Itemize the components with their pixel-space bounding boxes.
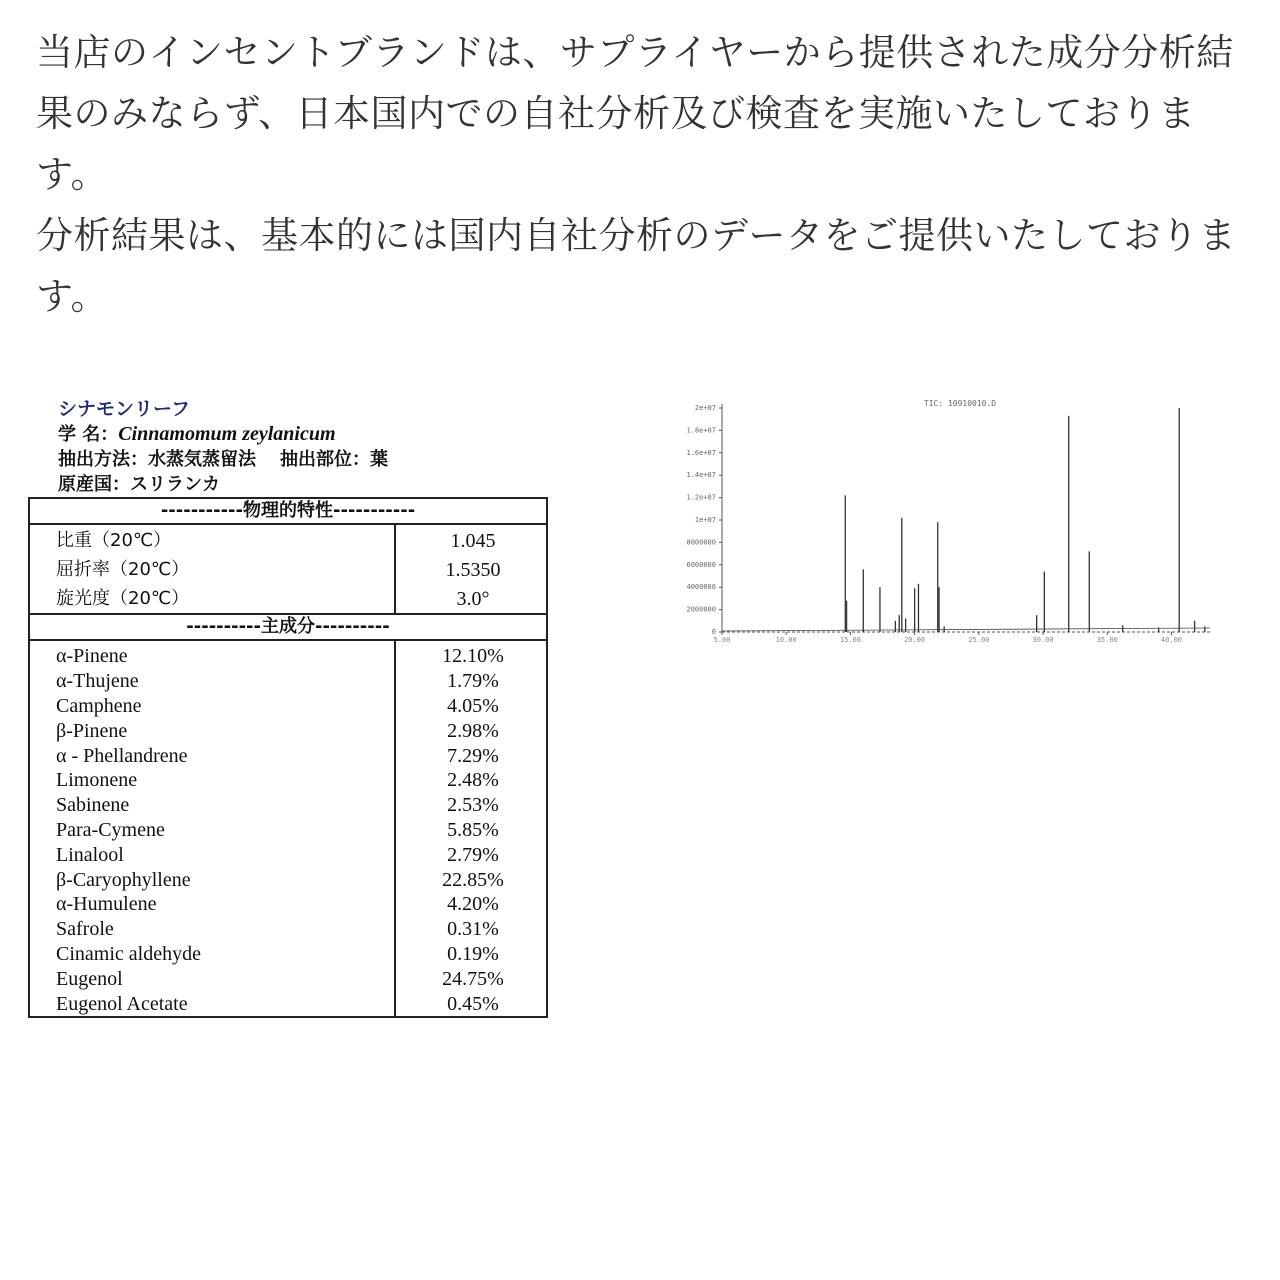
component-value: 0.19%: [447, 942, 499, 965]
component-value: 2.48%: [447, 769, 499, 792]
component-value: 22.85%: [442, 868, 504, 891]
component-row: [29, 719, 547, 744]
component-value: 0.31%: [447, 918, 499, 941]
physical-property-row: [29, 585, 547, 615]
part-value: 葉: [370, 449, 388, 470]
physical-property-row: [29, 524, 547, 556]
component-value: 2.98%: [447, 719, 499, 742]
component-name: Eugenol Acetate: [29, 992, 395, 1018]
physical-property-name: 比重（20℃）: [29, 524, 395, 556]
x-tick-label: 35.00: [1096, 636, 1118, 644]
y-tick-label: 8000000: [686, 538, 716, 547]
component-value: 5.85%: [447, 818, 499, 841]
component-name: β-Caryophyllene: [29, 868, 395, 893]
method-value: 水蒸気蒸留法: [148, 449, 256, 470]
physical-property-name: 屈折率（20℃）: [29, 556, 395, 585]
physical-properties-header: -----------物理的特性-----------: [29, 498, 547, 524]
component-value: 0.45%: [447, 992, 499, 1015]
component-row: [29, 992, 547, 1018]
x-tick-label: 30.00: [1032, 636, 1054, 644]
component-row: [29, 843, 547, 868]
y-tick-label: 0: [711, 628, 716, 636]
y-tick-label: 4000000: [686, 583, 716, 592]
x-tick-label: 25.00: [968, 636, 990, 644]
physical-property-value: 3.0°: [456, 587, 490, 610]
component-name: Camphene: [29, 694, 395, 719]
component-row: [29, 694, 547, 719]
component-name: Cinamic aldehyde: [29, 942, 395, 967]
y-tick-label: 1e+07: [694, 516, 716, 524]
y-tick-label: 2000000: [686, 605, 716, 614]
component-row: [29, 917, 547, 942]
extraction-line: [58, 447, 548, 472]
component-row: [29, 744, 547, 769]
scientific-name-value: Cinnamomum zeylanicum: [118, 423, 336, 445]
origin-label: 原産国：: [58, 474, 130, 495]
component-name: α - Phellandrene: [29, 744, 395, 769]
properties-table: [28, 497, 548, 1018]
components-header: ----------主成分----------: [29, 614, 547, 640]
component-name: Para-Cymene: [29, 818, 395, 843]
x-tick-label: 15.00: [839, 636, 861, 644]
intro-text: [36, 22, 1256, 327]
component-row: [29, 793, 547, 818]
physical-property-row: [29, 556, 547, 585]
component-value: 1.79%: [447, 670, 499, 693]
origin-value: スリランカ: [130, 474, 220, 495]
x-tick-label: 5.00: [713, 636, 731, 644]
component-name: α-Thujene: [29, 669, 395, 694]
intro-paragraph-1: 当店のインセントブランドは、サプライヤーから提供された成分分析結果のみならず、日本国内での自社分析及び検査を実施いたしております。: [36, 31, 1234, 196]
component-value: 2.79%: [447, 843, 499, 866]
method-label: 抽出方法：: [58, 449, 148, 470]
scientific-name-line: [58, 422, 548, 447]
component-value: 2.53%: [447, 794, 499, 817]
physical-property-name: 旋光度（20℃）: [29, 585, 395, 615]
component-value: 4.05%: [447, 694, 499, 717]
component-row: [29, 942, 547, 967]
component-row: [29, 892, 547, 917]
component-row: [29, 868, 547, 893]
component-name: Limonene: [29, 768, 395, 793]
component-row: [29, 768, 547, 793]
component-value: 12.10%: [442, 645, 504, 668]
component-name: α-Humulene: [29, 892, 395, 917]
chart-title: TIC: 10910010.D: [923, 399, 997, 408]
component-value: 4.20%: [447, 893, 499, 916]
x-tick-label: 40.00: [1160, 636, 1183, 644]
component-row: [29, 818, 547, 843]
component-name: Safrole: [29, 917, 395, 942]
component-row: [29, 967, 547, 992]
y-tick-label: 1.2e+07: [686, 493, 716, 502]
component-row: [29, 669, 547, 694]
y-tick-label: 1.8e+07: [686, 426, 716, 435]
x-tick-label: 20.00: [904, 636, 926, 644]
chromatogram-svg: [660, 396, 1220, 646]
y-tick-label: 1.6e+07: [686, 448, 716, 457]
component-value: 7.29%: [447, 744, 499, 767]
baseline: [722, 628, 1210, 631]
y-tick-label: 6000000: [686, 560, 716, 569]
component-row: [29, 640, 547, 669]
physical-property-value: 1.045: [450, 530, 496, 552]
component-name: Sabinene: [29, 793, 395, 818]
scientific-name-label: 学 名：: [58, 424, 119, 445]
component-value: 24.75%: [442, 967, 504, 990]
part-label: 抽出部位：: [280, 449, 370, 470]
product-title: シナモンリーフ: [58, 398, 191, 420]
x-tick-label: 10.00: [775, 636, 797, 644]
y-tick-label: 1.4e+07: [686, 471, 716, 480]
chromatogram-chart: [660, 396, 1220, 646]
origin-line: [58, 472, 548, 497]
physical-property-value: 1.5350: [445, 558, 501, 581]
spec-sheet: [28, 396, 548, 1018]
component-name: β-Pinene: [29, 719, 395, 744]
y-tick-label: 2e+07: [694, 404, 716, 412]
component-name: α-Pinene: [29, 640, 395, 669]
component-name: Eugenol: [29, 967, 395, 992]
component-name: Linalool: [29, 843, 395, 868]
intro-paragraph-2: 分析結果は、基本的には国内自社分析のデータをご提供いたしております。: [36, 214, 1236, 318]
